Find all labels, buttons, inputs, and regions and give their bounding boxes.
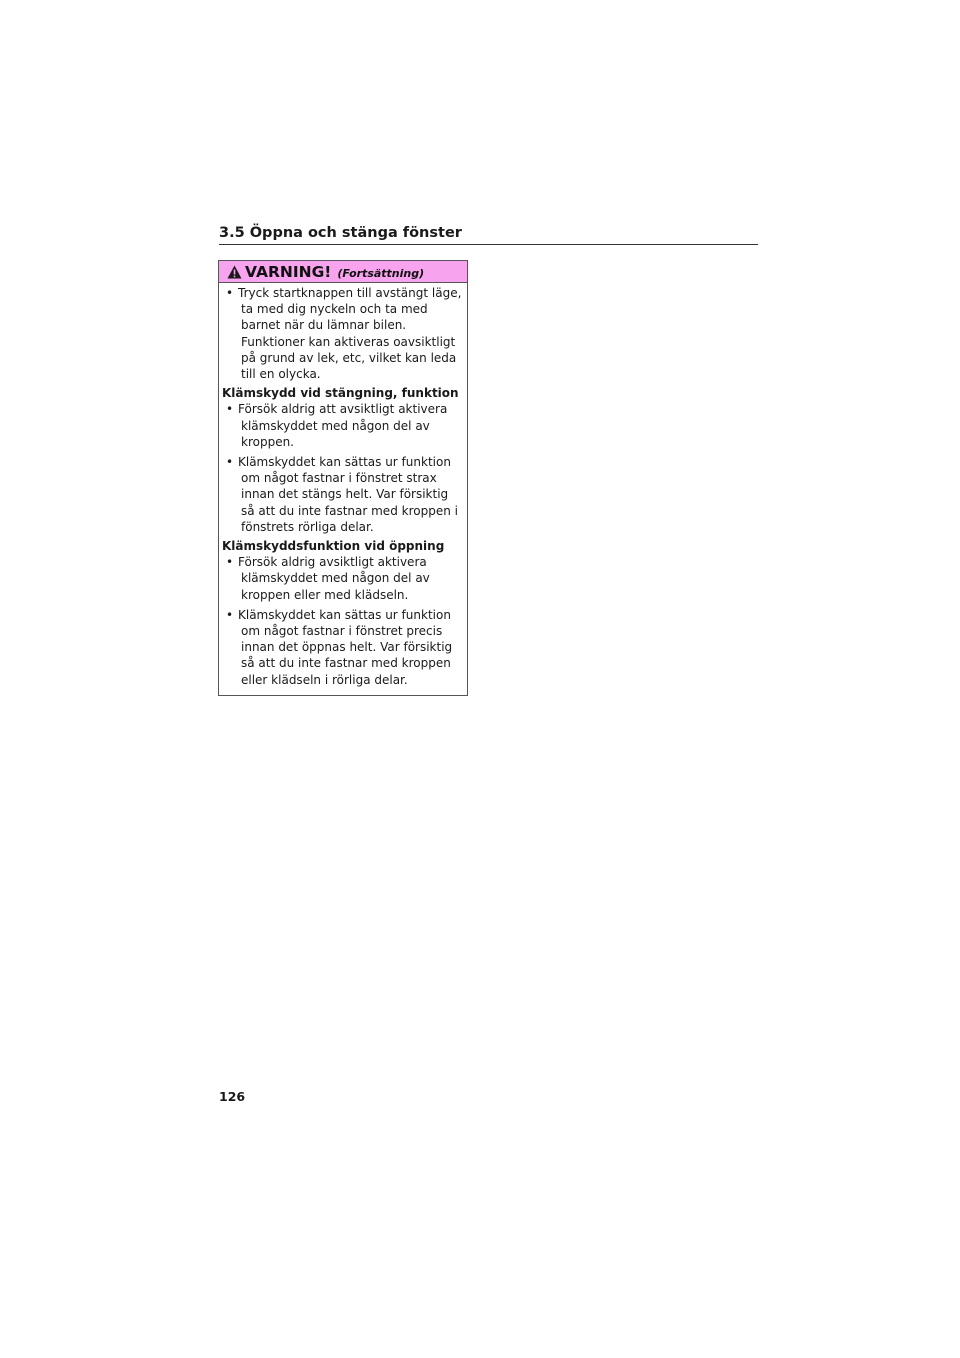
bullet-item [222, 607, 463, 688]
warning-box [218, 260, 468, 696]
text-line: kroppen. [241, 434, 294, 449]
text-line: om något fastnar i fönstret precis [241, 624, 443, 639]
bullet-dot: • [226, 402, 234, 417]
bullet-item [222, 554, 463, 603]
text-line: klämskyddet med någon del av [241, 571, 430, 586]
text-line: Tryck startknappen till avstängt läge, [238, 286, 462, 300]
bullet-item [222, 401, 463, 450]
text-line: fönstrets rörliga delar. [241, 519, 374, 534]
text-line: om något fastnar i fönstret strax [241, 471, 437, 486]
warning-label: VARNING! [245, 262, 332, 281]
bullet-dot: • [226, 455, 234, 470]
text-line: innan det öppnas helt. Var försiktig [241, 640, 453, 655]
section-title: 3.5 Öppna och stänga fönster [219, 225, 462, 241]
warning-body [219, 283, 467, 688]
bullet-dot: • [226, 607, 234, 622]
warning-triangle-icon [227, 265, 242, 279]
text-line: Klämskyddet kan sättas ur funktion [238, 607, 451, 622]
opening-heading: Klämskyddsfunktion vid öppning [222, 539, 445, 554]
text-line: Klämskyddet kan sättas ur funktion [238, 455, 451, 470]
section-header [219, 224, 758, 245]
text-line: till en olycka. [241, 367, 321, 382]
text-line: klämskyddet med någon del av [241, 418, 430, 433]
text-line: så att du inte fastnar med kroppen [241, 656, 451, 671]
text-line: Försök aldrig att avsiktligt aktivera [238, 402, 448, 417]
text-line: ta med dig nyckeln och ta med [241, 302, 428, 317]
bullet-item [222, 285, 463, 382]
bullet-item [222, 454, 463, 535]
text-line: så att du inte fastnar med kroppen i [241, 503, 458, 518]
bullet-dot: • [226, 555, 234, 570]
text-line: kroppen eller med klädseln. [241, 587, 409, 602]
text-line: på grund av lek, etc, vilket kan leda [241, 350, 457, 365]
bullet-dot: • [226, 286, 234, 300]
text-line: innan det stängs helt. Var försiktig [241, 487, 449, 502]
warning-header [219, 261, 467, 283]
text-line: Funktioner kan aktiveras oavsiktligt [241, 334, 456, 349]
text-line: Försök aldrig avsiktligt aktivera [238, 555, 427, 570]
closing-heading: Klämskydd vid stängning, funktion [222, 386, 459, 401]
warning-sublabel: (Fortsättning) [337, 266, 425, 280]
text-line: barnet när du lämnar bilen. [241, 318, 407, 333]
page-number: 126 [219, 1089, 246, 1104]
text-line: eller klädseln i rörliga delar. [241, 672, 408, 687]
